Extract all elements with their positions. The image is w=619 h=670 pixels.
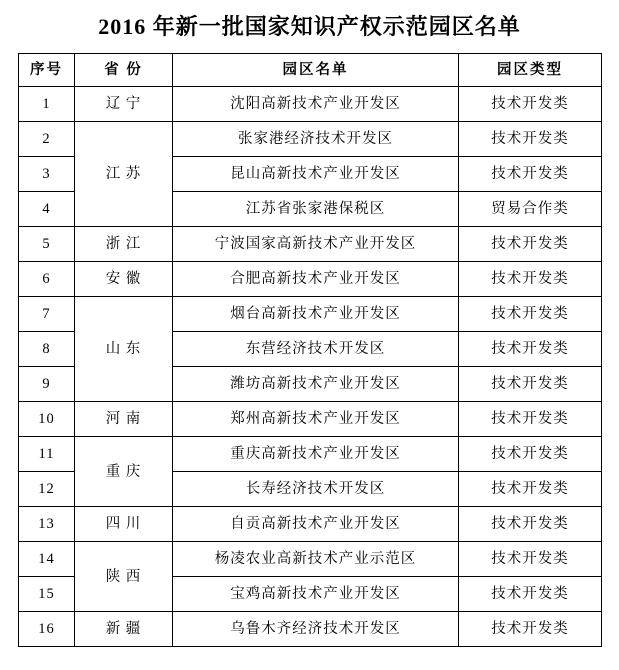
cell-index: 13 xyxy=(19,507,75,542)
cell-park-type: 技术开发类 xyxy=(459,297,602,332)
cell-park-type: 技术开发类 xyxy=(459,437,602,472)
cell-province: 安 徽 xyxy=(75,262,173,297)
cell-park-type: 技术开发类 xyxy=(459,507,602,542)
cell-index: 2 xyxy=(19,122,75,157)
cell-park-type: 技术开发类 xyxy=(459,227,602,262)
column-header-park-name: 园区名单 xyxy=(173,54,459,87)
cell-park-type: 技术开发类 xyxy=(459,472,602,507)
cell-park-type: 技术开发类 xyxy=(459,542,602,577)
cell-index: 7 xyxy=(19,297,75,332)
table-row xyxy=(19,402,602,437)
table-row xyxy=(19,542,602,577)
table-row xyxy=(19,262,602,297)
cell-index: 10 xyxy=(19,402,75,437)
cell-park-name: 昆山高新技术产业开发区 xyxy=(173,157,459,192)
table-row xyxy=(19,507,602,542)
cell-province: 陕 西 xyxy=(75,542,173,612)
table-row xyxy=(19,297,602,332)
cell-park-type: 技术开发类 xyxy=(459,577,602,612)
cell-province: 河 南 xyxy=(75,402,173,437)
cell-park-type: 技术开发类 xyxy=(459,612,602,647)
cell-park-name: 烟台高新技术产业开发区 xyxy=(173,297,459,332)
cell-province: 江 苏 xyxy=(75,122,173,227)
cell-park-type: 贸易合作类 xyxy=(459,192,602,227)
cell-park-type: 技术开发类 xyxy=(459,332,602,367)
cell-index: 11 xyxy=(19,437,75,472)
cell-province: 山 东 xyxy=(75,297,173,402)
column-header-park-type: 园区类型 xyxy=(459,54,602,87)
cell-park-name: 宁波国家高新技术产业开发区 xyxy=(173,227,459,262)
table-header-row xyxy=(19,54,602,87)
document-page xyxy=(0,10,619,670)
cell-park-type: 技术开发类 xyxy=(459,122,602,157)
cell-province: 浙 江 xyxy=(75,227,173,262)
cell-park-name: 潍坊高新技术产业开发区 xyxy=(173,367,459,402)
cell-province: 新 疆 xyxy=(75,612,173,647)
cell-park-name: 江苏省张家港保税区 xyxy=(173,192,459,227)
cell-province: 四 川 xyxy=(75,507,173,542)
cell-index: 6 xyxy=(19,262,75,297)
cell-index: 15 xyxy=(19,577,75,612)
cell-park-name: 合肥高新技术产业开发区 xyxy=(173,262,459,297)
cell-park-name: 乌鲁木齐经济技术开发区 xyxy=(173,612,459,647)
cell-park-type: 技术开发类 xyxy=(459,367,602,402)
cell-park-name: 长寿经济技术开发区 xyxy=(173,472,459,507)
cell-park-name: 张家港经济技术开发区 xyxy=(173,122,459,157)
cell-index: 4 xyxy=(19,192,75,227)
park-list-table xyxy=(18,53,602,647)
table-row xyxy=(19,227,602,262)
cell-province: 辽 宁 xyxy=(75,87,173,122)
table-header xyxy=(19,54,602,87)
table-row xyxy=(19,122,602,157)
cell-index: 16 xyxy=(19,612,75,647)
cell-park-name: 宝鸡高新技术产业开发区 xyxy=(173,577,459,612)
column-header-index: 序号 xyxy=(19,54,75,87)
table-row xyxy=(19,612,602,647)
cell-park-name: 东营经济技术开发区 xyxy=(173,332,459,367)
cell-park-type: 技术开发类 xyxy=(459,87,602,122)
table-row xyxy=(19,87,602,122)
cell-park-name: 自贡高新技术产业开发区 xyxy=(173,507,459,542)
page-title: 2016 年新一批国家知识产权示范园区名单 xyxy=(98,14,521,39)
table-container xyxy=(0,53,619,647)
cell-park-name: 沈阳高新技术产业开发区 xyxy=(173,87,459,122)
cell-index: 12 xyxy=(19,472,75,507)
cell-park-name: 杨凌农业高新技术产业示范区 xyxy=(173,542,459,577)
cell-index: 1 xyxy=(19,87,75,122)
cell-index: 3 xyxy=(19,157,75,192)
cell-index: 8 xyxy=(19,332,75,367)
cell-index: 5 xyxy=(19,227,75,262)
cell-province: 重 庆 xyxy=(75,437,173,507)
cell-park-name: 重庆高新技术产业开发区 xyxy=(173,437,459,472)
table-body xyxy=(19,87,602,647)
cell-park-type: 技术开发类 xyxy=(459,402,602,437)
cell-index: 9 xyxy=(19,367,75,402)
table-row xyxy=(19,437,602,472)
column-header-province: 省 份 xyxy=(75,54,173,87)
cell-park-type: 技术开发类 xyxy=(459,157,602,192)
cell-park-name: 郑州高新技术产业开发区 xyxy=(173,402,459,437)
cell-index: 14 xyxy=(19,542,75,577)
cell-park-type: 技术开发类 xyxy=(459,262,602,297)
